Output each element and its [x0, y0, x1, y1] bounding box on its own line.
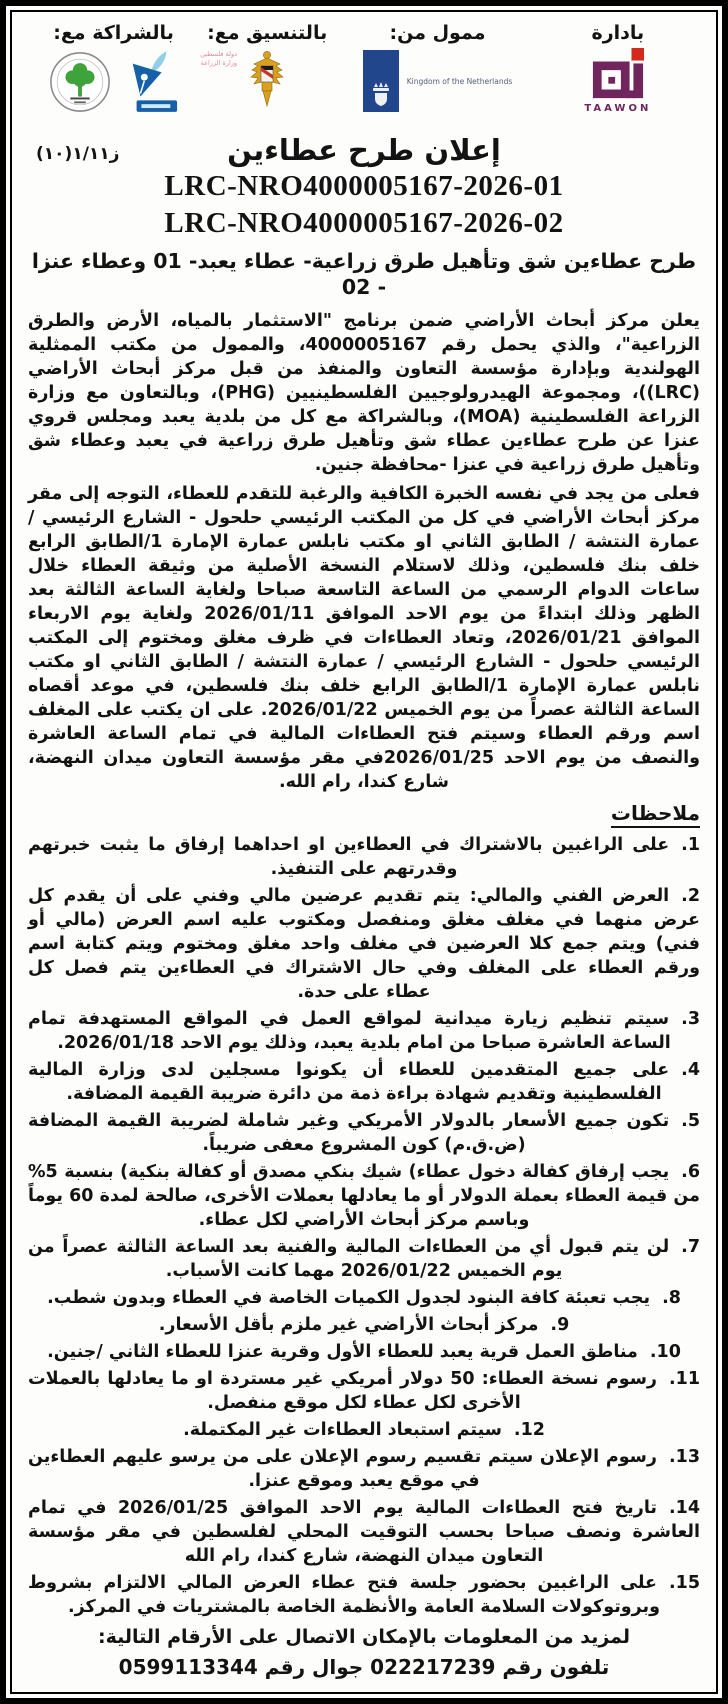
funded-by-label: ممول من: [389, 22, 486, 44]
note-number: 1. [681, 835, 700, 856]
note-item-15 [28, 1571, 700, 1619]
page-title: إعلان طرح عطاءين [227, 133, 501, 167]
ministry-caption-line2: وزارة الزراعة [200, 58, 238, 67]
initiator-column [538, 22, 698, 114]
logos-header [28, 18, 700, 126]
note-text: على الراغبين بحضور جلسة فتح عطاء العرض المالي الالتزام بشروط وبروتوكولات السلامة العامة والأنظمة الخاصة بالمشتريات في المركز. [28, 1573, 660, 1618]
note-item-9 [28, 1313, 700, 1337]
note-text: على جميع المتقدمين للعطاء أن يكونوا مسجلين لدى وزارة المالية الفلسطينية وتقديم شهادة براءة ذمة من دائرة ضريبة القيمة المضافة. [28, 1060, 670, 1105]
note-number: 13. [668, 1447, 700, 1468]
phg-pen-icon [125, 50, 179, 114]
netherlands-banner-icon [363, 50, 399, 112]
note-item-6 [28, 1160, 700, 1232]
netherlands-logo [363, 50, 513, 112]
intro-paragraph: يعلن مركز أبحاث الأراضي ضمن برنامج "الاستثمار بالمياه، الأرض والطرق الزراعية"، والذي يحمل رقم 4000005167، والممول من مكتب الممثلية الهولندية وبإدارة مؤسسة التعاون والمنفذ من قبل مركز أبحاث الأراضي (LRC))، ومجموعة الهيدرولوجيين الفلسطينيين (PHG)، وبالتعاون مع وزارة الزراعة الفلسطينية (MOA)، وبالشراكة مع كل من بلدية يعبد ومجلس قروي عنزا عن طرح عطاءين عطاء شق وتأهيل طرق زراعية في يعبد وعطاء شق وتأهيل طرق زراعية في عنزا -محافظة جنين. [28, 311, 700, 476]
taawon-logo [589, 48, 647, 102]
funder-column [337, 22, 537, 112]
note-item-7 [28, 1235, 700, 1283]
note-text: رسوم نسخة العطاء: 50 دولار أمريكي غير مستردة او ما يعادلها بالعملات الأخرى لكل عطاء لكل موقع منفصل. [28, 1369, 657, 1414]
note-text: لن يتم قبول أي من العطاءات المالية والفنية بعد الساعة الثالثة عصراً من يوم الخميس 2026/01/22 مهما كانت الأسباب. [28, 1237, 670, 1282]
announcement-body [28, 309, 700, 1619]
note-item-13 [28, 1445, 700, 1493]
note-item-14 [28, 1496, 700, 1568]
lrc-tree-icon [49, 50, 111, 114]
note-text: على الراغبين بالاشتراك في العطاءين او احداهما إرفاق ما يثبت خبرتهم وقدرتهم على التنفيذ. [28, 835, 670, 880]
notes-heading: ملاحظات [611, 801, 700, 828]
note-number: 3. [681, 1009, 700, 1030]
note-text: مركز أبحاث الأراضي غير ملزم بأقل الأسعار. [158, 1315, 539, 1336]
title-block [28, 132, 700, 301]
tender-ref-2: LRC-NRO4000005167-2026-02 [164, 206, 564, 239]
note-number: 4. [681, 1060, 700, 1081]
note-item-5 [28, 1109, 700, 1157]
note-item-1 [28, 833, 700, 881]
ministry-caption [200, 50, 237, 68]
netherlands-caption: Kingdom of the Netherlands [406, 76, 513, 86]
note-number: 15. [668, 1573, 700, 1594]
note-number: 7. [681, 1237, 700, 1258]
note-text: سيتم تنظيم زيارة ميدانية لمواقع العمل في المواقع المستهدفة تمام الساعة العاشرة صباحا من امام بلدية يعبد، وذلك يوم الاحد 2026/01/18. [28, 1009, 671, 1054]
more-info-line: لمزيد من المعلومات بالإمكان الاتصال على الأرقام التالية: [97, 1626, 631, 1649]
application-paragraph: فعلى من يجد في نفسه الخبرة الكافية والرغبة للتقدم للعطاء، التوجه إلى مقر مركز أبحاث الأراضي في كل من المكتب الرئيسي حلحول - الشارع الرئيسي / عمارة النتشة / الطابق الثاني او مكتب نابلس عمارة الإمارة 1/الطابق الرابع خلف بنك فلسطين، وذلك لاستلام النسخة الأصلية من وثيقة العطاء خلال ساعات الدوام الرسمي من الساعة التاسعة صباحا ولغاية الساعة الثالثة بعد الظهر وذلك ابتداءً من يوم الاحد الموافق 2026/01/11 ولغاية يوم الاربعاء الموافق 2026/01/21، وتعاد العطاءات في ظرف مغلق ومختوم إلى المكتب الرئيسي حلحول - الشارع الرئيسي / عمارة النتشة / الطابق الثاني او مكتب نابلس عمارة الإمارة 1/الطابق الرابع خلف بنك فلسطين، في موعد أقصاه الساعة الثالثة عصراً من يوم الخميس 2026/01/22. على ان يكتب على المغلف اسم ورقم العطاء وسيتم فتح العطاءات المالية في تمام الساعة العاشرة والنصف من يوم الاحد 2026/01/25في مقر مؤسسة التعاون ميدان النهضة، شارع كندا، رام الله. [28, 484, 701, 793]
note-text: العرض الفني والمالي: يتم تقديم عرضين مالي وفني على أن يقدم كل عرض منهما في مغلف مغلق ومنفصل ومكتوب عليه اسم العرض (مالي أو فني) ويتم جمع كلا العرضين في مغلف واحد مغلق ومختوم ويتم كتابة اسم ورقم العطاء على المغلف وفي حال الاشتراك في العطاءين يتم فصل كل عطاء على حدة. [28, 886, 700, 1003]
note-number: 9. [550, 1315, 570, 1336]
initiated-by-label: بادارة [591, 22, 645, 44]
contact-footer [28, 1623, 700, 1682]
inner-frame [10, 10, 718, 1694]
note-number: 14. [668, 1498, 700, 1519]
note-number: 8. [662, 1288, 681, 1309]
note-number: 11. [668, 1369, 700, 1390]
note-item-8 [28, 1286, 700, 1310]
note-item-2 [28, 884, 700, 1004]
note-number: 2. [681, 886, 700, 907]
phone-numbers-line: تلفون رقم 022217239 جوال رقم 0599113344 [118, 1654, 610, 1679]
coordination-column [197, 22, 337, 112]
ad-tracking-code: ز١/١١(١٠) [36, 144, 120, 164]
note-number: 6. [681, 1162, 700, 1183]
partner-logos [49, 50, 179, 114]
palestine-agriculture-ministry-logo [200, 50, 290, 112]
note-item-11 [28, 1367, 700, 1415]
coordination-label: بالتنسيق مع: [207, 22, 328, 44]
note-number: 5. [681, 1111, 700, 1132]
note-item-12 [28, 1418, 700, 1442]
note-text: مناطق العمل قرية يعبد للعطاء الأول وقرية عنزا للعطاء الثاني /جنين. [47, 1342, 638, 1363]
partnership-column [30, 22, 197, 114]
note-item-10 [28, 1340, 700, 1364]
taawon-kufic-icon [589, 48, 647, 102]
taawon-wordmark: TAAWON [584, 103, 652, 114]
note-text: رسوم الإعلان سيتم تقسيم رسوم الإعلان على من يرسو عليهم العطاءين في موقع يعبد وموقع عنزا. [28, 1447, 657, 1492]
note-text: تكون جميع الأسعار بالدولار الأمريكي وغير شاملة لضريبة القيمة المضافة (ض.ق.م) كون المشروع معفى ضريباً. [28, 1111, 670, 1156]
palestinian-eagle-icon [244, 50, 290, 112]
note-item-3 [28, 1007, 700, 1055]
note-text: سيتم استبعاد العطاءات غير المكتملة. [183, 1420, 502, 1441]
note-text: يجب إرفاق كفالة دخول عطاء) شيك بنكي مصدق أو كفالة بنكية) بنسبة 5% من قيمة العطاء بعملة الدولار أو ما يعادلها بعملات الأخرى، صالحة لمدة 60 يوماً وباسم مركز أبحاث الأراضي لكل عطاء. [28, 1162, 700, 1231]
partnership-label: بالشراكة مع: [53, 22, 174, 44]
tender-ref-1: LRC-NRO4000005167-2026-01 [164, 170, 564, 203]
tender-subtitle: طرح عطاءين شق وتأهيل طرق زراعية- عطاء يعبد- 01 وعطاء عنزا - 02 [31, 248, 697, 300]
note-text: تاريخ فتح العطاءات المالية يوم الاحد الموافق 2026/01/25 في تمام العاشرة ونصف صباحا بحسب التوقيت المحلي لفلسطين في مقر مؤسسة التعاون ميدان النهضة، شارع كندا، رام الله [28, 1498, 700, 1567]
note-text: يجب تعبئة كافة البنود لجدول الكميات الخاصة في العطاء وبدون شطب. [47, 1288, 651, 1309]
note-number: 12. [513, 1420, 545, 1441]
ministry-caption-line1: دولة فلسطين [200, 50, 238, 58]
note-item-4 [28, 1058, 700, 1106]
note-number: 10. [649, 1342, 681, 1363]
